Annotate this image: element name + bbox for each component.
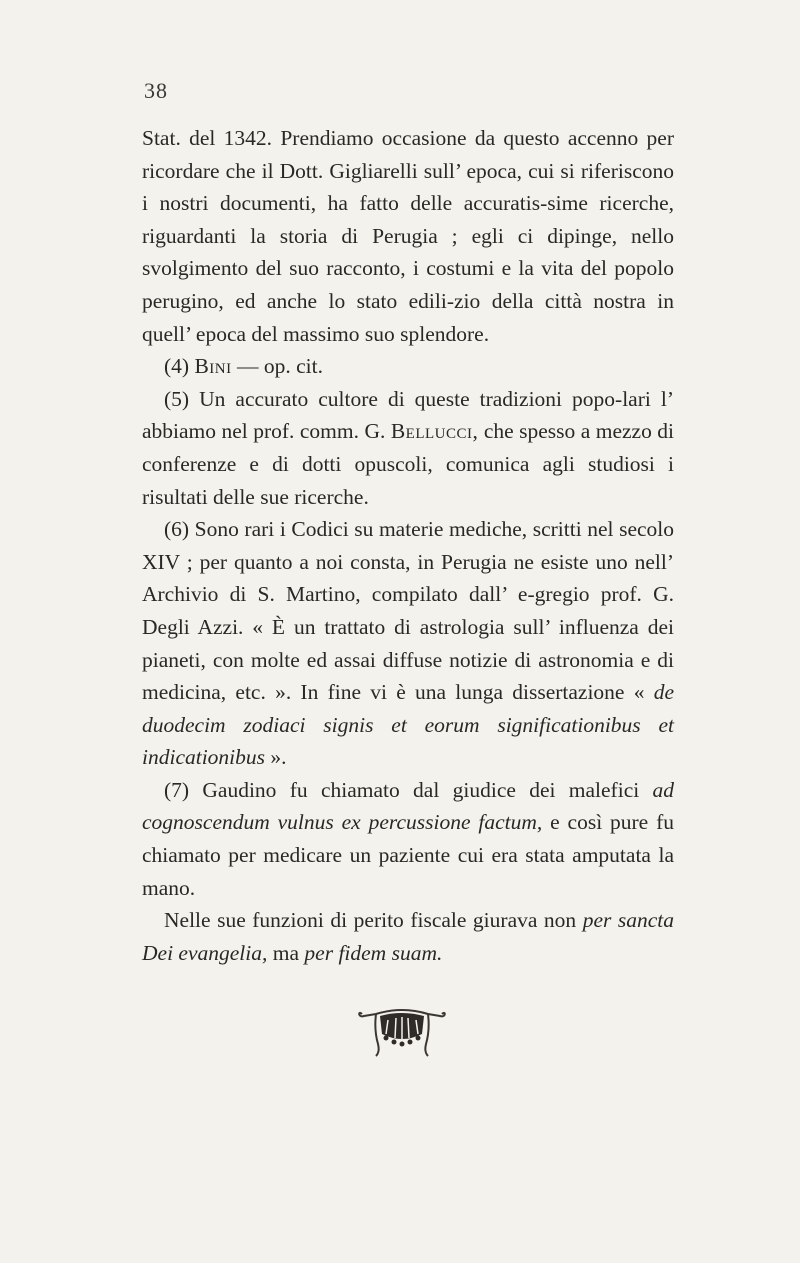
footnote-text: ».: [270, 745, 287, 770]
closing-paragraph: [142, 904, 674, 969]
latin-phrase: ad cognoscendum vulnus ex percussione factum,: [142, 777, 675, 835]
footnote-7: [142, 774, 674, 904]
footnote-text: Gaudino fu chiamato dal giudice dei malefici: [202, 777, 640, 802]
footnote-number: (5): [164, 386, 190, 411]
footnote-text: e così pure fu chiamato per medicare un paziente cui era stata amputata la mano.: [142, 810, 675, 900]
footnote-5: [142, 383, 674, 513]
page-number: 38: [144, 78, 168, 103]
footnote-number: (4): [164, 354, 190, 379]
latin-title: de duodecim zodiaci signis et eorum significationibus et indicationibus: [142, 680, 674, 770]
footnote-4: [142, 350, 674, 383]
footnote-text: Sono rari i Codici su materie mediche, scritti nel secolo XIV ; per quanto a noi consta, in Perugia ne esiste uno nell’ Archivio di S. Martino, compilato dall’ e-gregio prof. G. Degli Azzi. « È un trattato di astrologia sull’ influenza dei pianeti, con molte ed assai diffuse notizie di astronomia e di medicina, etc. ». In fine vi è una lunga dissertazione «: [142, 517, 675, 705]
author-name: Bini: [194, 354, 232, 379]
footnote-6: [142, 513, 674, 774]
footnote-number: (7): [164, 777, 190, 802]
tailpiece-ornament-icon: [356, 1000, 448, 1060]
paragraph-text: ma: [272, 940, 300, 965]
paragraph-continuation: [142, 122, 674, 350]
body-text: [142, 122, 674, 969]
footnote-text: Un accurato cultore di queste tradizioni popo-lari l’ abbiamo nel prof. comm. G.: [142, 386, 674, 444]
author-name: Bellucci,: [390, 419, 479, 444]
paragraph-text: Stat. del 1342. Prendiamo occasione da questo accenno per ricordare che il Dott. Gigliarelli sull’ epoca, cui si riferiscono i nostri documenti, ha fatto delle accuratis-sime ricerche, riguardanti la storia di Perugia ; egli ci dipinge, nello svolgimento del suo racconto, i costumi e la vita del popolo perugino, ed anche lo stato edili-zio della città nostra in quell’ epoca del massimo suo splendore.: [142, 126, 674, 346]
latin-phrase: per sancta Dei evangelia,: [142, 908, 674, 965]
footnote-number: (6): [164, 517, 190, 542]
footnote-text: che spesso a mezzo di conferenze e di dotti opuscoli, comunica agli studiosi i risultati delle sue ricerche.: [142, 419, 675, 509]
footnote-text: — op. cit.: [237, 354, 323, 379]
paragraph-text: Nelle sue funzioni di perito fiscale giurava non: [164, 908, 577, 933]
latin-phrase: per fidem suam.: [304, 940, 443, 965]
